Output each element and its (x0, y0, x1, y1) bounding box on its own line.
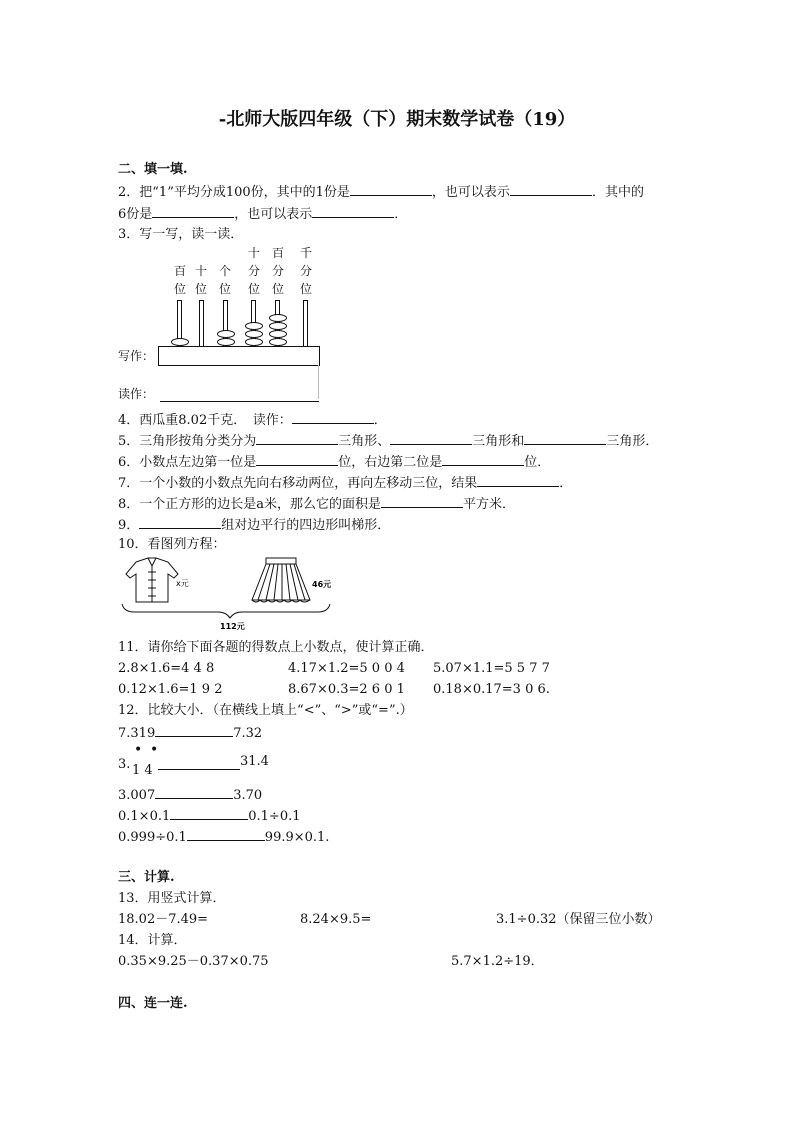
decimal-item: 8.67×0.3=2 6 0 1 (288, 682, 405, 697)
answer-blank[interactable] (292, 411, 374, 424)
answer-blank[interactable] (524, 432, 606, 445)
calc-item: 0.35×9.25－0.37×0.75 (118, 954, 269, 969)
question-14: 14．计算． (118, 933, 187, 948)
question-4: 4．西瓜重8.02千克． 读作： ． (118, 413, 387, 428)
compare-row: 0.1×0.1 0.1÷0.1 (118, 809, 301, 824)
calc-item: 5.7×1.2÷19． (451, 954, 544, 969)
answer-blank[interactable] (477, 474, 559, 487)
read-label: 读作： (118, 387, 155, 401)
repeating-dot: • (134, 742, 143, 758)
compare-blank[interactable] (155, 724, 233, 737)
page-title: -北师大版四年级（下）期末数学试卷（19） (218, 109, 576, 130)
skirt-price: 46元 (312, 580, 332, 589)
decimal-item: 0.18×0.17=3 0 6. (433, 682, 550, 697)
abacus-bead (269, 330, 287, 338)
place-label-bottom: 位 (173, 282, 186, 296)
question-8: 8．一个正方形的边长是a米，那么它的面积是 平方米． (118, 497, 516, 512)
abacus-bead (171, 338, 189, 346)
place-label-mid: 分 (247, 264, 260, 278)
abacus-bead (217, 338, 235, 346)
answer-blank[interactable] (256, 453, 338, 466)
shirt-skirt-figure (118, 556, 348, 632)
answer-blank[interactable] (256, 432, 338, 445)
question-5: 5．三角形按角分类分为 三角形、 三角形和 三角形． (118, 434, 659, 449)
shirt-icon (126, 558, 178, 602)
answer-blank[interactable] (442, 453, 524, 466)
answer-blank[interactable] (312, 205, 394, 218)
repeating-dot: • (150, 742, 159, 758)
calc-item: 8.24×9.5= (300, 912, 372, 927)
answer-blank[interactable] (381, 495, 463, 508)
place-label-bottom: 位 (218, 282, 231, 296)
place-label-mid: 百 (173, 264, 186, 278)
place-label-mid: 分 (271, 264, 284, 278)
abacus-bead (269, 322, 287, 330)
compare-row-repeating: • • 3. 1 4 31.4 (118, 742, 269, 778)
compare-row: 7.319 7.32 (118, 726, 263, 741)
calc-item: 18.02－7.49= (118, 912, 209, 927)
question-2-line-2: 6份是 ，也可以表示 ． (118, 207, 408, 222)
decimal-item: 4.17×1.2=5 0 0 4 (288, 661, 405, 676)
compare-blank[interactable] (158, 757, 240, 770)
abacus-bead (269, 338, 287, 346)
place-label-bottom: 位 (299, 282, 312, 296)
total-price: 112元 (220, 622, 245, 631)
read-answer-line[interactable] (160, 401, 319, 402)
compare-blank[interactable] (187, 828, 265, 841)
place-label-bottom: 位 (194, 282, 207, 296)
question-9: 9． 组对边平行的四边形叫梯形． (118, 518, 391, 533)
question-3: 3．写一写，读一读． (118, 227, 244, 242)
decimal-item: 0.12×1.6=1 9 2 (118, 682, 223, 697)
place-label-bottom: 位 (271, 282, 284, 296)
place-label-top: 十 (247, 246, 260, 260)
question-10: 10．看图列方程： (118, 537, 226, 552)
place-label-mid: 分 (299, 264, 312, 278)
section-heading-fill: 二、填一填. (118, 162, 188, 177)
compare-blank[interactable] (170, 807, 248, 820)
abacus-bead (245, 330, 263, 338)
abacus-rod (303, 300, 308, 348)
figure-edge (118, 365, 319, 399)
place-label-top: 百 (271, 246, 284, 260)
compare-row: 3.007 3.70 (118, 788, 263, 803)
place-label-mid: 十 (194, 264, 207, 278)
answer-blank[interactable] (510, 183, 592, 196)
question-12: 12．比较大小．（在横线上填上“<”、“>”或“=”.） (118, 703, 413, 718)
place-label-mid: 个 (218, 264, 231, 278)
calc-item: 3.1÷0.32（保留三位小数） (496, 912, 661, 927)
skirt-icon (252, 558, 310, 602)
question-7: 7．一个小数的小数点先向右移动两位，再向左移动三位，结果 ． (118, 476, 573, 491)
answer-blank[interactable] (139, 516, 221, 529)
abacus-bead (245, 338, 263, 346)
answer-blank[interactable] (350, 183, 432, 196)
decimal-item: 2.8×1.6=4 4 8 (118, 661, 215, 676)
abacus-bead (245, 322, 263, 330)
question-6: 6．小数点左边第一位是 位，右边第二位是 位． (118, 455, 551, 470)
abacus-bead (269, 314, 287, 322)
answer-blank[interactable] (390, 432, 472, 445)
section-heading-calc: 三、计算. (118, 870, 175, 885)
write-label: 写作： (118, 349, 155, 363)
decimal-item: 5.07×1.1=5 5 7 7 (433, 661, 550, 676)
compare-blank[interactable] (155, 786, 233, 799)
place-label-top: 千 (299, 246, 312, 260)
answer-blank[interactable] (152, 205, 234, 218)
abacus-bead (217, 330, 235, 338)
question-2-line-1: 2．把“1”平均分成100份，其中的1份是 ，也可以表示 ．其中的 (118, 185, 644, 200)
abacus-base (158, 346, 320, 366)
place-label-bottom: 位 (247, 282, 260, 296)
question-11: 11．请你给下面各题的得数点上小数点，使计算正确． (118, 640, 434, 655)
shirt-price: x元 (176, 579, 189, 588)
compare-row: 0.999÷0.1 99.9×0.1. (118, 830, 330, 845)
section-heading-match: 四、连一连. (118, 996, 188, 1011)
question-13: 13．用竖式计算． (118, 891, 226, 906)
abacus-rod (199, 300, 204, 348)
